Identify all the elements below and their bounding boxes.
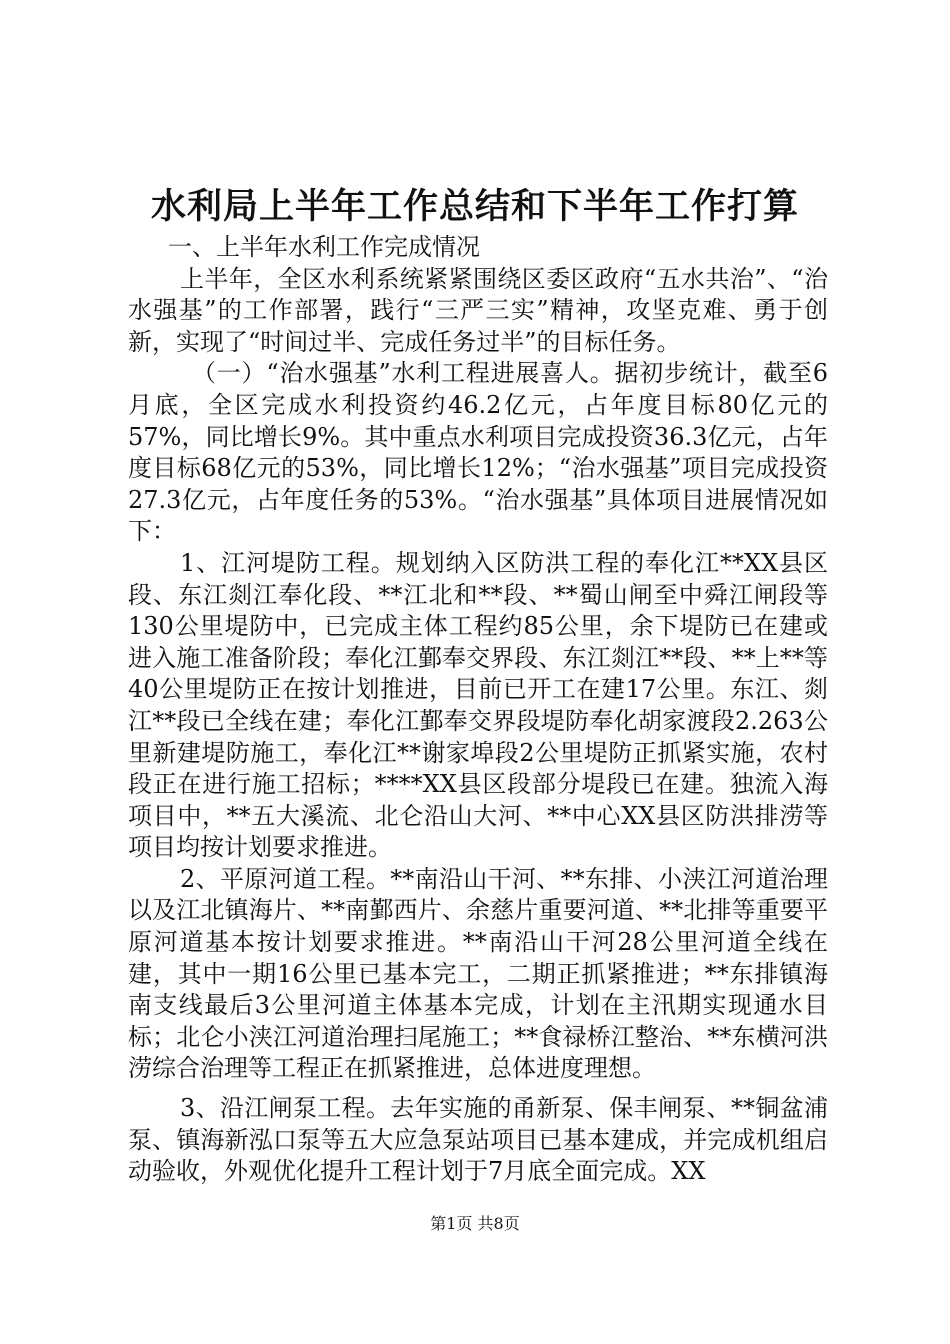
paragraph-sluice-pump: 3、沿江闸泵工程。去年实施的甬新泵、保丰闸泵、**铜盆浦泵、镇海新泓口泵等五大应急泵站项目已基本建成，并完成机组启动验收，外观优化提升工程计划于7月底全面完成。XX	[128, 1094, 828, 1186]
document-body	[128, 232, 828, 1188]
paragraph-plain-river: 2、平原河道工程。**南沿山干河、**东排、小浃江河道治理以及江北镇海片、**南鄞西片、余慈片重要河道、**北排等重要平原河道基本按计划要求推进。**南沿山干河28公里河道全线在建，其中一期16公里已基本完工，二期正抓紧推进；**东排镇海南支线最后3公里河道主体基本完成，计划在主汛期实现通水目标；北仑小浃江河道治理扫尾施工；**食禄桥江整治、**东横河洪涝综合治理等工程正在抓紧推进，总体进度理想。	[128, 864, 828, 1083]
paragraph-investment: （一）“治水强基”水利工程进展喜人。据初步统计，截至6月底，全区完成水利投资约46.2亿元，占年度目标80亿元的57%，同比增长9%。其中重点水利项目完成投资36.3亿元，占年度目标68亿元的53%，同比增长12%；“治水强基”项目完成投资27.3亿元，占年度任务的53%。“治水强基”具体项目进展情况如下：	[128, 359, 828, 546]
section-heading: 一、上半年水利工作完成情况	[168, 233, 480, 261]
paragraph-overview: 上半年，全区水利系统紧紧围绕区委区政府“五水共治”、“治水强基”的工作部署，践行“三严三实”精神，攻坚克难、勇于创新，实现了“时间过半、完成任务过半”的目标任务。	[128, 264, 828, 356]
page-footer: 第1页 共8页	[430, 1214, 520, 1233]
document-title: 水利局上半年工作总结和下半年工作打算	[150, 186, 799, 227]
paragraph-river-embankment: 1、江河堤防工程。规划纳入区防洪工程的奉化江**XX县区段、东江剡江奉化段、**江北和**段、**蜀山闸至中舜江闸段等130公里堤防中，已完成主体工程约85公里，余下堤防已在建或进入施工准备阶段；奉化江鄞奉交界段、东江剡江**段、**上**等40公里堤防正在按计划推进，目前已开工在建17公里。东江、剡江**段已全线在建；奉化江鄞奉交界段堤防奉化胡家渡段2.263公里新建堤防施工，奉化江**谢家埠段2公里堤防正抓紧实施，农村段正在进行施工招标；****XX县区段部分堤段已在建。独流入海项目中，**五大溪流、北仑沿山大河、**中心XX县区防洪排涝等项目均按计划要求推进。	[128, 548, 828, 862]
